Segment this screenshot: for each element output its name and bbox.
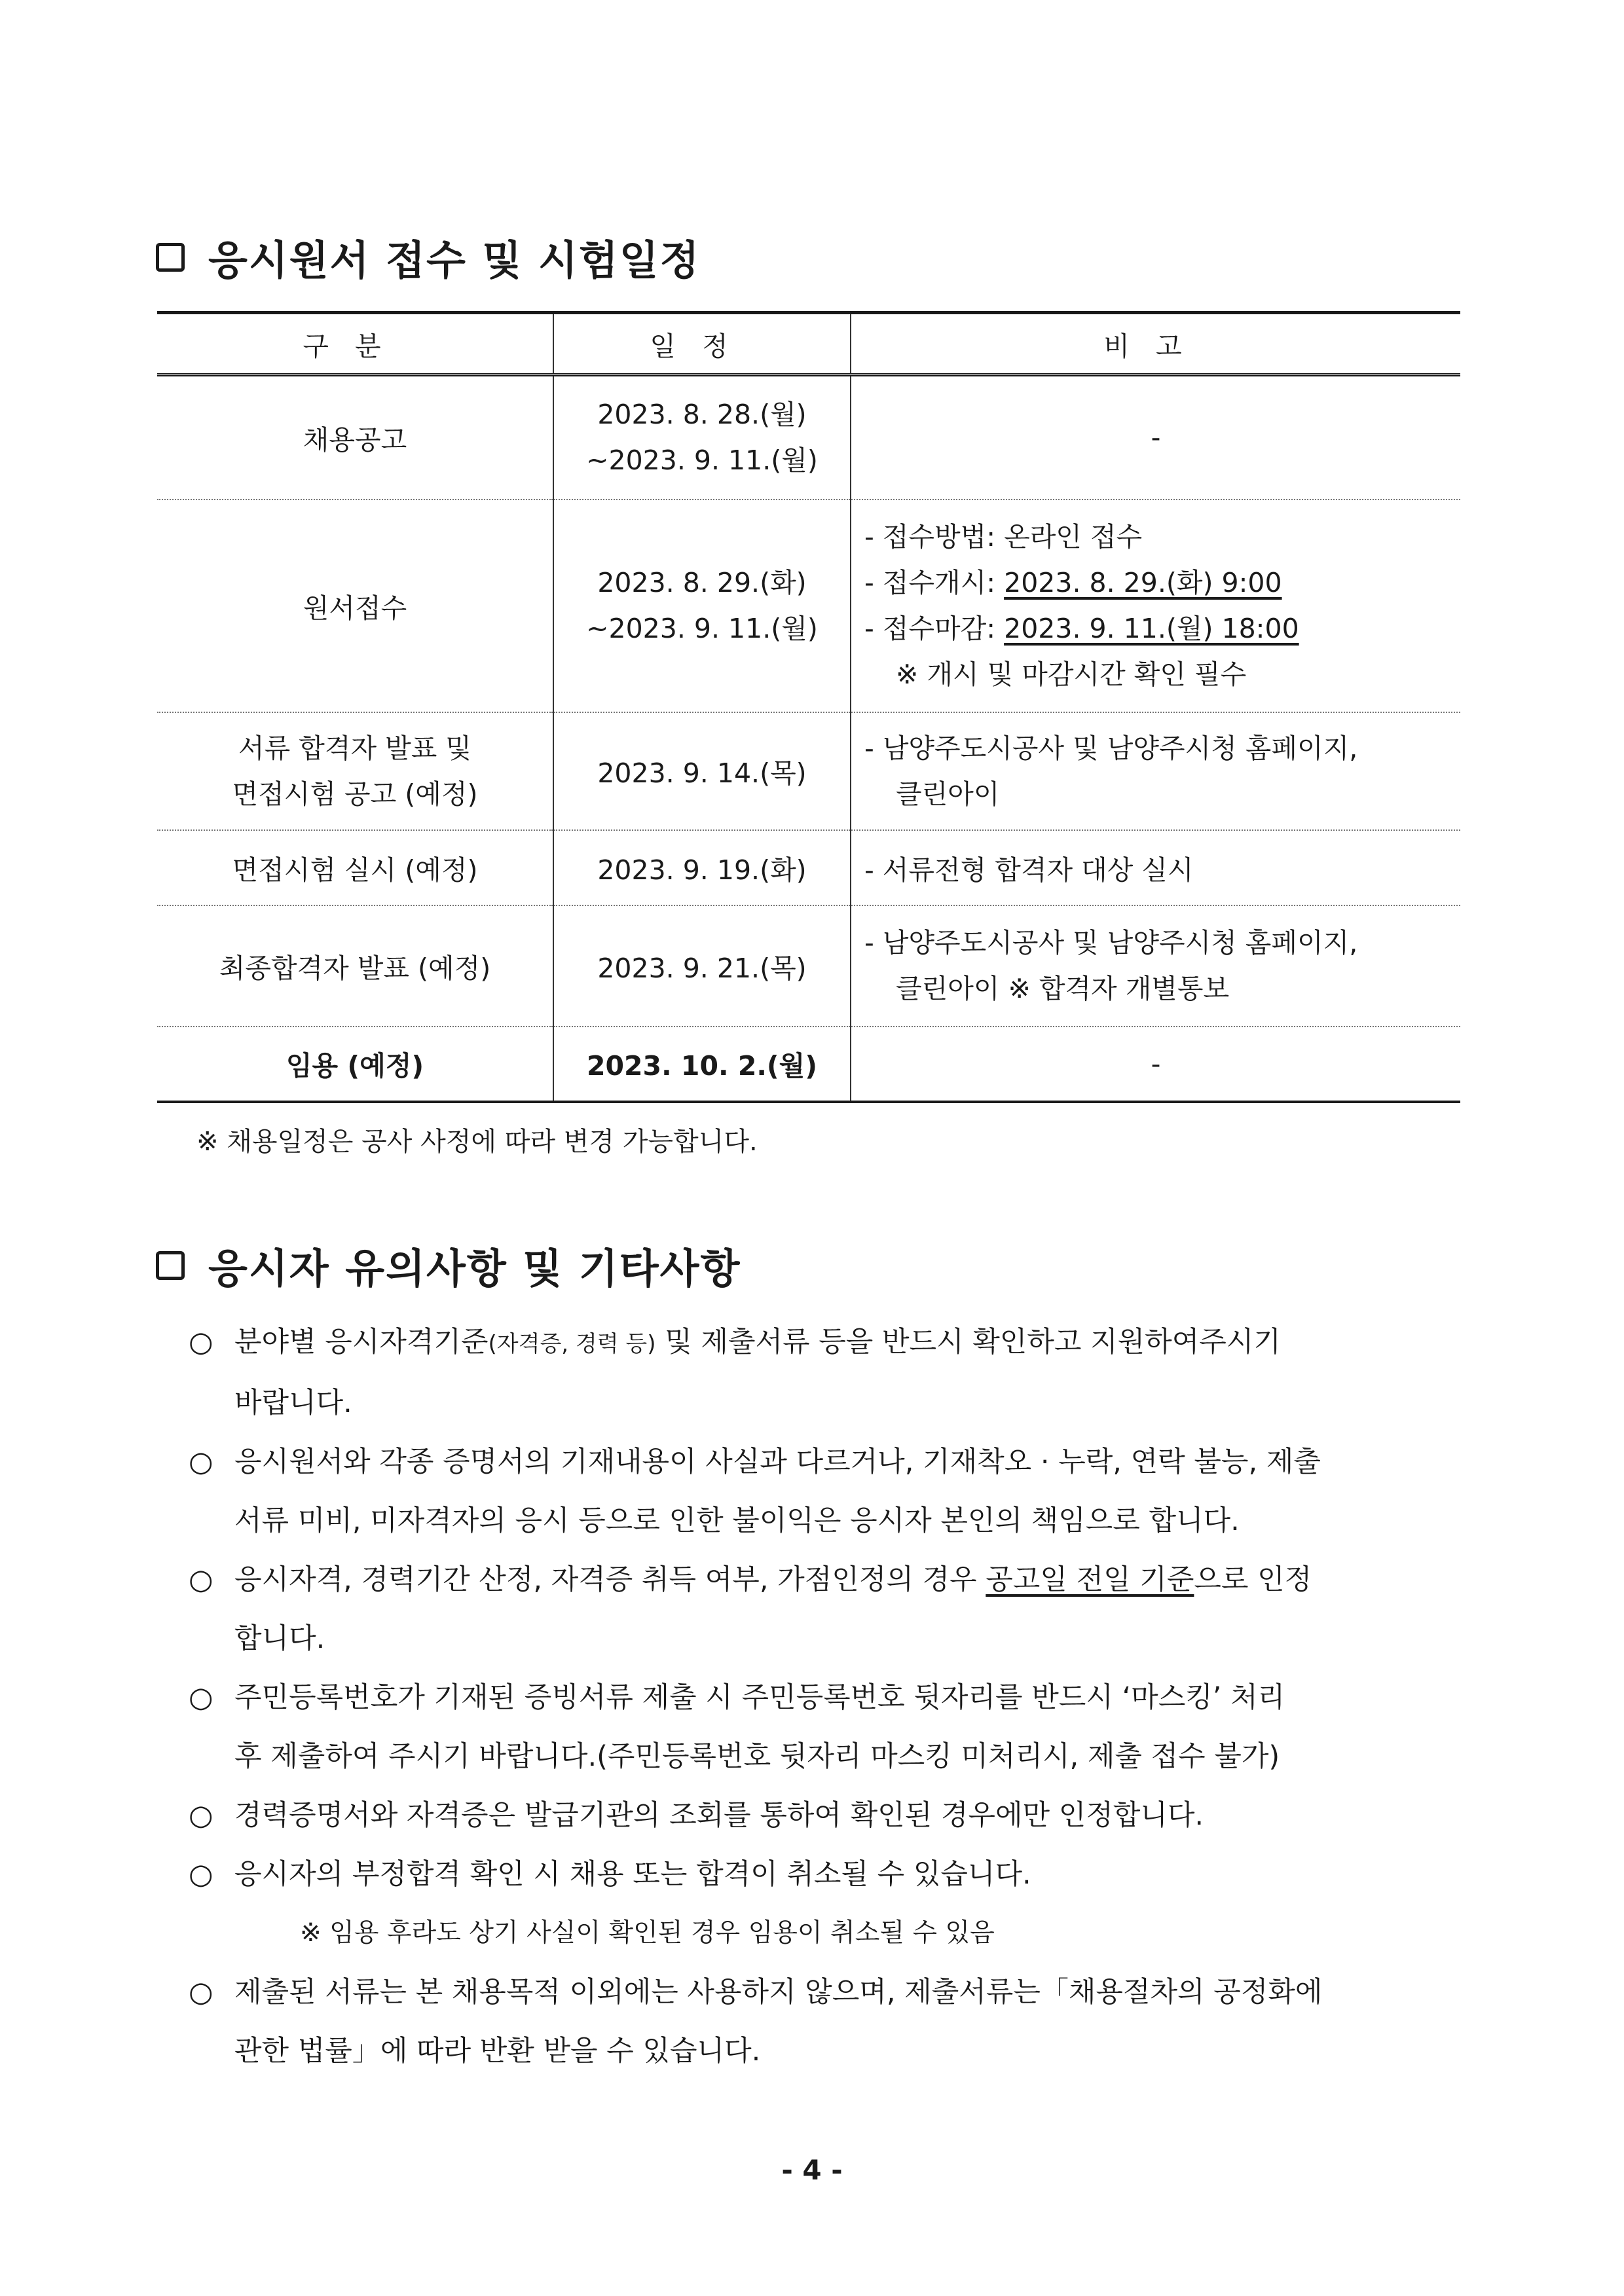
table-row	[157, 830, 1460, 905]
item-text: 응시자의 부정합격 확인 시 채용 또는 합격이 취소될 수 있습니다.	[234, 1858, 1031, 1891]
circle-bullet-icon: ○	[189, 1976, 213, 2009]
schedule-table	[157, 311, 1460, 1103]
item-subnote: ※ 임용 후라도 상기 사실이 확인된 경우 임용이 취소될 수 있음	[300, 1918, 995, 1948]
note-line: 클린아이 ※ 합격자 개별통보	[896, 973, 1230, 1004]
cell-date: 2023. 9. 14.(목)	[553, 712, 851, 830]
circle-bullet-icon: ○	[189, 1563, 213, 1596]
item-text: 합니다.	[234, 1622, 325, 1655]
note-method: - 접수방법: 온라인 접수	[864, 521, 1143, 553]
note-start-value: 2023. 8. 29.(화) 9:00	[1004, 567, 1282, 598]
cell-category	[157, 712, 553, 830]
header-category: 구분	[157, 313, 553, 375]
circle-bullet-icon: ○	[189, 1681, 213, 1714]
list-item	[189, 1786, 1472, 1845]
item-small-text: (자격증, 경력 등)	[488, 1331, 656, 1357]
page-number: - 4 -	[781, 2154, 843, 2186]
note-line: - 남양주도시공사 및 남양주시청 홈페이지,	[864, 927, 1358, 958]
checkbox-square-icon	[156, 1251, 185, 1280]
circle-bullet-icon: ○	[189, 1326, 213, 1358]
cell-note	[851, 712, 1460, 830]
cell-date: 2023. 10. 2.(월)	[553, 1027, 851, 1102]
item-text: 응시자격, 경력기간 산정, 자격증 취득 여부, 가점인정의 경우	[234, 1563, 986, 1596]
table-row	[157, 1027, 1460, 1102]
note-start-label: - 접수개시:	[864, 567, 1005, 598]
item-text: 주민등록번호가 기재된 증빙서류 제출 시 주민등록번호 뒷자리를 반드시 ‘마스킹’ 처리	[234, 1681, 1285, 1714]
date-line: ~2023. 9. 11.(월)	[586, 445, 818, 477]
section-title-notices	[156, 1236, 741, 1294]
list-item	[189, 1668, 1472, 1786]
table-row	[157, 712, 1460, 830]
cell-note	[851, 500, 1460, 712]
cell-category: 채용공고	[157, 375, 553, 500]
cell-date	[553, 500, 851, 712]
section-title-text: 응시원서 접수 및 시험일정	[208, 236, 701, 284]
date-line: 2023. 8. 29.(화)	[597, 567, 807, 598]
item-underlined-text: 공고일 전일 기준	[986, 1563, 1194, 1596]
cell-note: -	[1151, 422, 1161, 454]
table-row	[157, 500, 1460, 712]
note-line: 클린아이	[896, 778, 1000, 810]
item-text: 제출된 서류는 본 채용목적 이외에는 사용하지 않으며, 제출서류는「채용절차의 공정화에	[234, 1976, 1323, 2009]
list-item	[189, 1963, 1472, 2081]
item-text: 바랍니다.	[234, 1387, 352, 1419]
header-date: 일정	[553, 313, 851, 375]
note-end	[864, 606, 1460, 651]
cell-category: 임용 (예정)	[157, 1027, 553, 1102]
item-text: 및 제출서류 등을 반드시 확인하고 지원하여주시기	[655, 1326, 1281, 1358]
table-header-row	[157, 313, 1460, 375]
header-note: 비고	[851, 313, 1460, 375]
cell-note: -	[1151, 1048, 1161, 1080]
item-text: 분야별 응시자격기준	[234, 1326, 489, 1358]
cell-category: 원서접수	[157, 500, 553, 712]
note-end-label: - 접수마감:	[864, 613, 1005, 644]
cell-date	[553, 375, 851, 500]
item-text: 응시원서와 각종 증명서의 기재내용이 사실과 다르거나, 기재착오 · 누락, 연락 불능, 제출	[234, 1446, 1321, 1478]
item-text: 후 제출하여 주시기 바랍니다.(주민등록번호 뒷자리 마스킹 미처리시, 제출 접수 불가)	[234, 1740, 1280, 1773]
list-item	[189, 1845, 1472, 1963]
circle-bullet-icon: ○	[189, 1446, 213, 1478]
cell-category: 최종합격자 발표 (예정)	[157, 905, 553, 1027]
cell-note	[851, 905, 1460, 1027]
note-start	[864, 560, 1460, 606]
table-row	[157, 905, 1460, 1027]
list-item	[189, 1550, 1472, 1668]
table-footnote: ※ 채용일정은 공사 사정에 따라 변경 가능합니다.	[196, 1127, 758, 1157]
section-title-text: 응시자 유의사항 및 기타사항	[208, 1245, 741, 1292]
cell-category: 면접시험 실시 (예정)	[157, 830, 553, 905]
cell-note: - 서류전형 합격자 대상 실시	[864, 854, 1194, 886]
item-text: 관한 법률」에 따라 반환 받을 수 있습니다.	[234, 2035, 761, 2068]
circle-bullet-icon: ○	[189, 1858, 213, 1891]
circle-bullet-icon: ○	[189, 1799, 213, 1832]
cell-date: 2023. 9. 21.(목)	[553, 905, 851, 1027]
item-text: 으로 인정	[1194, 1563, 1312, 1596]
item-text: 경력증명서와 자격증은 발급기관의 조회를 통하여 확인된 경우에만 인정합니다.	[234, 1799, 1204, 1832]
date-line: ~2023. 9. 11.(월)	[586, 613, 818, 644]
note-check: ※ 개시 및 마감시간 확인 필수	[896, 659, 1247, 690]
table-row	[157, 375, 1460, 500]
section-title-schedule	[156, 228, 701, 286]
category-line: 면접시험 공고 (예정)	[232, 778, 478, 810]
checkbox-square-icon	[156, 243, 185, 272]
notice-list	[189, 1313, 1472, 2081]
cell-date: 2023. 9. 19.(화)	[553, 830, 851, 905]
note-end-value: 2023. 9. 11.(월) 18:00	[1004, 613, 1299, 644]
item-text: 서류 미비, 미자격자의 응시 등으로 인한 불이익은 응시자 본인의 책임으로 합니다.	[234, 1504, 1240, 1537]
list-item	[189, 1313, 1472, 1432]
list-item	[189, 1432, 1472, 1550]
note-line: - 남양주도시공사 및 남양주시청 홈페이지,	[864, 732, 1358, 764]
category-line: 서류 합격자 발표 및	[238, 732, 471, 764]
date-line: 2023. 8. 28.(월)	[597, 399, 807, 431]
